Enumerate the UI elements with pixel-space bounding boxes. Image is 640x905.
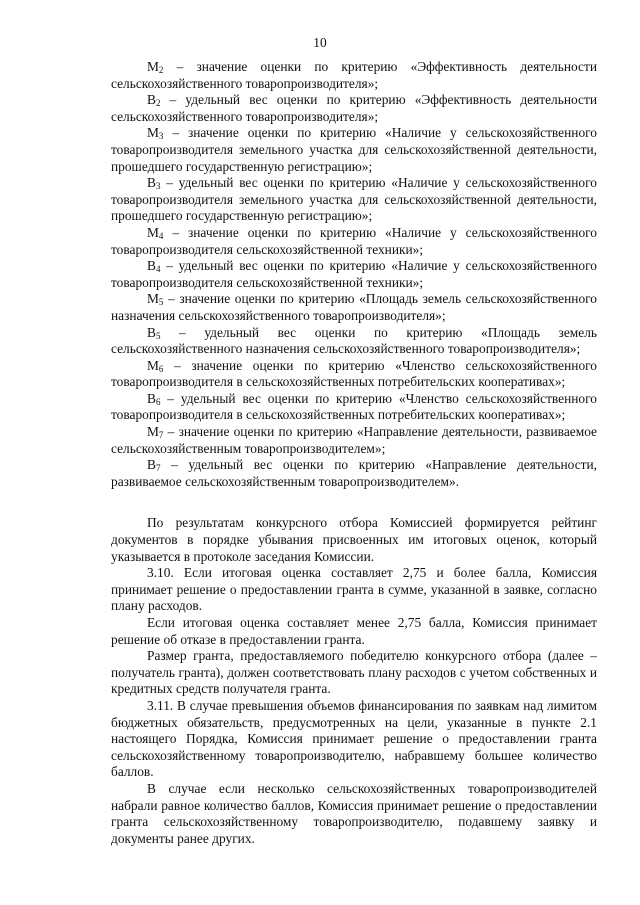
definition-item bbox=[111, 225, 597, 258]
definition-symbol: M bbox=[147, 424, 159, 440]
definition-text: – значение оценки по критерию «Площадь земель сельскохозяйственного назначения сельскохозяйственного товаропроизводителя»; bbox=[111, 291, 597, 323]
definition-text: – значение оценки по критерию «Наличие у сельскохозяйственного товаропроизводителя сельскохозяйственной техники»; bbox=[111, 224, 597, 257]
definition-text: – удельный вес оценки по критерию «Направление деятельности, развиваемое сельскохозяйственным товаропроизводителем». bbox=[111, 457, 597, 489]
definition-text: – удельный вес оценки по критерию «Членство сельскохозяйственного товаропроизводителя в сельскохозяйственных потребительских кооперативах»; bbox=[111, 390, 597, 423]
page-number: 10 bbox=[313, 35, 327, 50]
definition-subscript: 2 bbox=[158, 65, 164, 75]
definition-symbol: B bbox=[147, 390, 156, 406]
paragraphs-list bbox=[111, 515, 597, 847]
definition-symbol: M bbox=[147, 59, 159, 74]
definition-symbol: M bbox=[147, 125, 159, 141]
definition-subscript: 5 bbox=[158, 297, 164, 308]
document-body bbox=[111, 59, 597, 847]
definition-text: – значение оценки по критерию «Эффективность деятельности сельскохозяйственного товаропроизводителя»; bbox=[111, 59, 597, 91]
definition-subscript: 2 bbox=[155, 98, 161, 109]
definition-text: – значение оценки по критерию «Наличие у сельскохозяйственного товаропроизводителя земельного участка для сельскохозяйственной деятельности, прошедшего государственную регистрацию»; bbox=[111, 125, 597, 174]
definition-item bbox=[111, 125, 597, 175]
definition-item bbox=[111, 457, 597, 490]
definition-subscript: 7 bbox=[155, 463, 161, 474]
definition-item bbox=[111, 325, 597, 358]
definition-symbol: B bbox=[147, 92, 156, 108]
definitions-list bbox=[111, 59, 597, 490]
definition-text: – удельный вес оценки по критерию «Эффективность деятельности сельскохозяйственного товаропроизводителя»; bbox=[111, 92, 597, 124]
definition-item bbox=[111, 358, 597, 391]
definition-item bbox=[111, 424, 597, 457]
body-paragraph: 3.10. Если итоговая оценка составляет 2,75 и более балла, Комиссия принимает решение о предоставлении гранта в сумме, указанной в заявке, согласно плану расходов. bbox=[111, 565, 597, 614]
definition-symbol: B bbox=[147, 324, 156, 340]
definition-subscript: 3 bbox=[155, 181, 161, 192]
definition-text: – удельный вес оценки по критерию «Наличие у сельскохозяйственного товаропроизводителя земельного участка для сельскохозяйственной деятельности, прошедшего государственную регистрацию»; bbox=[111, 175, 597, 224]
definition-item bbox=[111, 175, 597, 225]
definition-item bbox=[111, 291, 597, 324]
definition-item bbox=[111, 391, 597, 424]
definition-text: – значение оценки по критерию «Членство сельскохозяйственного товаропроизводителя в сельскохозяйственных потребительских кооперативах»; bbox=[111, 357, 597, 390]
definition-subscript: 6 bbox=[158, 363, 164, 374]
definition-symbol: M bbox=[147, 291, 159, 307]
definition-symbol: B bbox=[147, 258, 156, 274]
body-paragraph: 3.11. В случае превышения объемов финансирования по заявкам над лимитом бюджетных обязательств, предусмотренных на цели, указанные в пункте 2.1 настоящего Порядка, Комиссия принимает решение о предоставлении гранта сельскохозяйственному товаропроизводителю, набравшему большее количество баллов. bbox=[111, 697, 597, 780]
definition-subscript: 6 bbox=[155, 396, 161, 407]
definition-item bbox=[111, 92, 597, 125]
definition-subscript: 4 bbox=[155, 264, 161, 275]
definition-symbol: M bbox=[147, 224, 159, 240]
definition-subscript: 5 bbox=[155, 330, 161, 341]
definition-subscript: 4 bbox=[158, 230, 164, 241]
body-paragraph: Размер гранта, предоставляемого победителю конкурсного отбора (далее – получатель гранта), должен соответствовать плану расходов с учетом собственных и кредитных средств получателя гранта. bbox=[111, 648, 597, 697]
definition-symbol: B bbox=[147, 175, 156, 191]
body-paragraph: В случае если несколько сельскохозяйственных товаропроизводителей набрали равное количество баллов, Комиссия принимает решение о предоставлении гранта сельскохозяйственному товаропроизводителю, подавшему заявку и документы ранее других. bbox=[111, 780, 597, 846]
definition-symbol: B bbox=[147, 457, 156, 473]
definition-subscript: 7 bbox=[158, 430, 164, 441]
definition-subscript: 3 bbox=[158, 131, 164, 142]
definition-item bbox=[111, 258, 597, 291]
definition-symbol: M bbox=[147, 357, 159, 373]
definition-item bbox=[111, 59, 597, 92]
section-gap bbox=[111, 490, 597, 515]
definition-text: – удельный вес оценки по критерию «Площадь земель сельскохозяйственного назначения сельскохозяйственного товаропроизводителя»; bbox=[111, 324, 597, 357]
definition-text: – значение оценки по критерию «Направление деятельности, развиваемое сельскохозяйственным товаропроизводителем»; bbox=[111, 424, 597, 456]
body-paragraph: По результатам конкурсного отбора Комиссией формируется рейтинг документов в порядке убывания присвоенных им итоговых оценок, который указывается в протоколе заседания Комиссии. bbox=[111, 515, 597, 564]
definition-text: – удельный вес оценки по критерию «Наличие у сельскохозяйственного товаропроизводителя сельскохозяйственной техники»; bbox=[111, 258, 597, 290]
body-paragraph: Если итоговая оценка составляет менее 2,75 балла, Комиссия принимает решение об отказе в предоставлении гранта. bbox=[111, 615, 597, 647]
